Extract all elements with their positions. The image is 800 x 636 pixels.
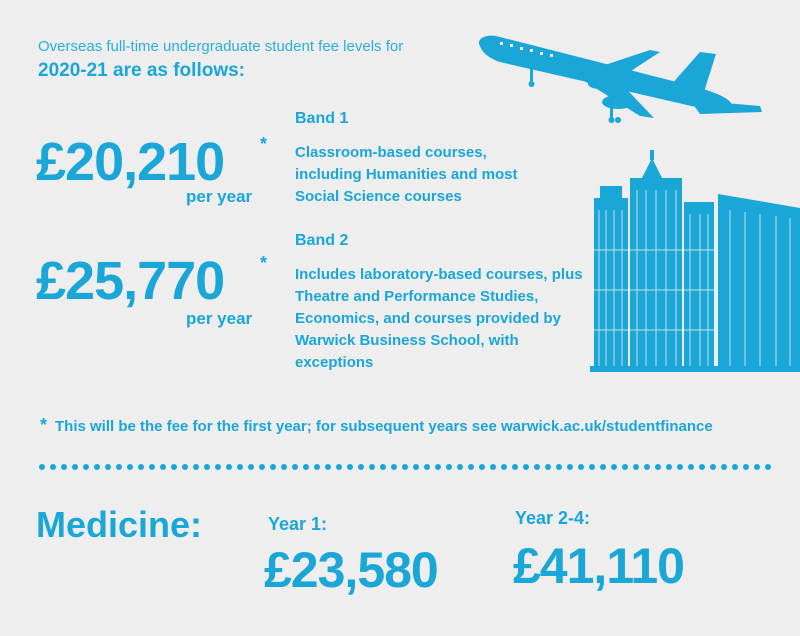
- band1-fee: £20,210: [36, 132, 225, 192]
- medicine-year1-fee: £23,580: [264, 542, 438, 598]
- footnote-text: This will be the fee for the first year; for subsequent years see warwick.ac.uk/studentfinance: [55, 418, 713, 435]
- intro-line-1: Overseas full-time undergraduate student fee levels for: [38, 38, 404, 55]
- band1-description: Classroom-based courses, including Humanities and most Social Science courses: [295, 144, 518, 205]
- footnote: [40, 415, 713, 436]
- medicine-year2-fee: £41,110: [513, 538, 684, 594]
- medicine-year1-label: Year 1:: [268, 514, 328, 534]
- footnote-asterisk: *: [40, 415, 48, 435]
- band1-title: Band 1: [295, 110, 349, 127]
- intro-line-2: 2020-21 are as follows:: [38, 60, 245, 81]
- band2-asterisk: *: [260, 253, 268, 273]
- dotted-divider: [38, 462, 778, 472]
- band2-per-year: per year: [186, 309, 253, 328]
- medicine-year2-label: Year 2-4:: [515, 508, 591, 528]
- medicine-label: Medicine:: [36, 504, 203, 545]
- band1-asterisk: *: [260, 134, 268, 154]
- band2-description: Includes laboratory-based courses, plus Theatre and Performance Studies, Economics, and courses provided by Warwick Business School, with exceptions: [295, 266, 583, 371]
- band1-per-year: per year: [186, 187, 253, 206]
- band2-fee: £25,770: [36, 251, 225, 311]
- band2-title: Band 2: [295, 232, 349, 249]
- city-skyline-icon: [590, 150, 800, 372]
- airplane-icon: [470, 28, 770, 128]
